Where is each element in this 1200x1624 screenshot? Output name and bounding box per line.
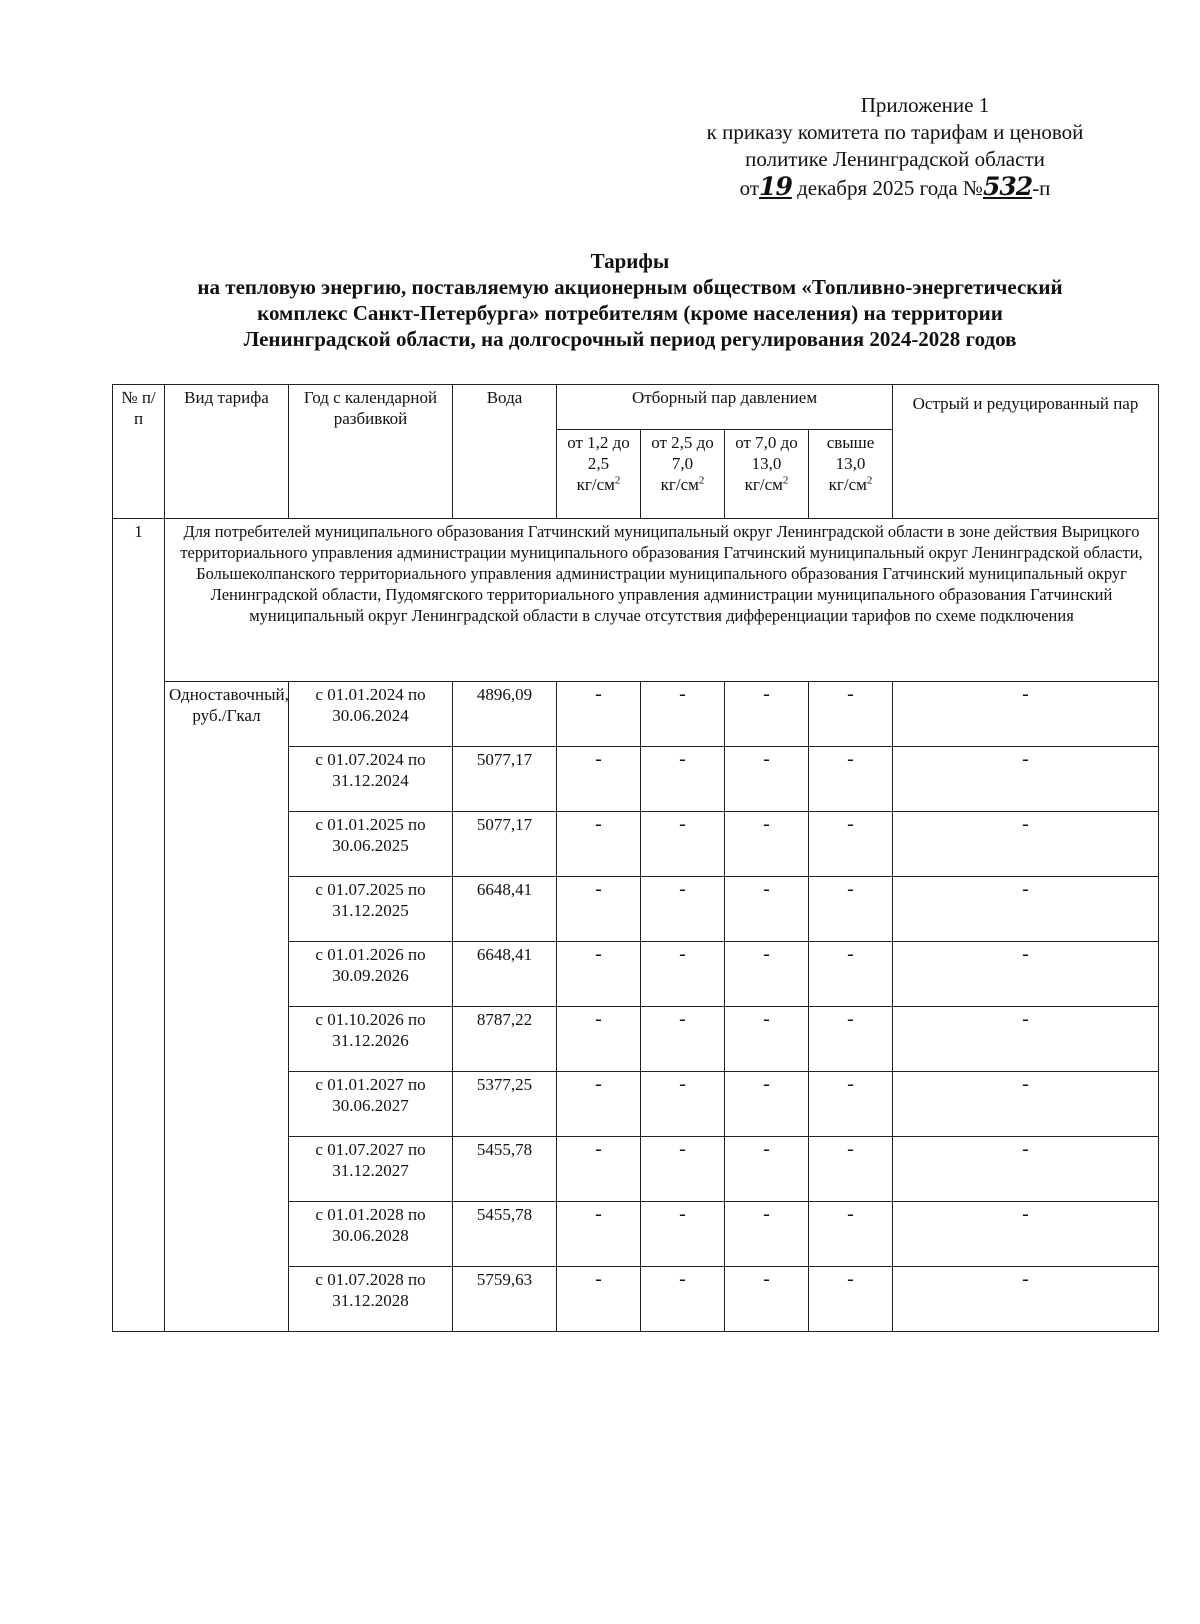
date-prefix: от (739, 176, 760, 200)
section-row (113, 519, 1159, 682)
document-title (118, 248, 1142, 352)
steam-3-unit-sup: 2 (782, 474, 789, 487)
sharp-steam-value-cell: - (893, 747, 1159, 812)
steam-1-value-cell: - (557, 877, 641, 942)
steam-2-value-cell: - (641, 1072, 725, 1137)
steam-4-unit: кг/см (828, 475, 867, 494)
steam-4-value-cell: - (809, 1137, 893, 1202)
steam-4-value-cell: - (809, 812, 893, 877)
steam-3-value-cell: - (725, 812, 809, 877)
water-value-cell: 5077,17 (453, 812, 557, 877)
steam-2-unit-sup: 2 (698, 474, 705, 487)
appendix-line-3: политике Ленинградской области (745, 147, 1045, 171)
sharp-steam-value-cell: - (893, 1007, 1159, 1072)
table-row (113, 682, 1159, 747)
section-description: Для потребителей муниципального образования Гатчинский муниципальный округ Ленинградской области в зоне действия Вырицкого территориального управления администрации муниципального образования Гатчинский муниципальный округ Ленинградской области, Большеколпанского территориального управления администрации муниципального образования Гатчинский муниципальный округ Ленинградской области, Пудомягского территориального управления администрации муниципального образования Гатчинский муниципальный округ Ленинградской области в случае отсутствия дифференциации тарифов по схеме подключения (165, 519, 1159, 682)
header-kind: Вид тарифа (165, 385, 289, 519)
steam-1-value-cell: - (557, 1072, 641, 1137)
steam-4-value-cell: - (809, 682, 893, 747)
steam-4-value-cell: - (809, 747, 893, 812)
steam-4-value-cell: - (809, 1072, 893, 1137)
tariff-table (112, 384, 1159, 1332)
steam-4-value-cell: - (809, 1007, 893, 1072)
steam-4-range: свыше 13,0 (826, 433, 875, 473)
water-value-cell: 5077,17 (453, 747, 557, 812)
steam-3-range: от 7,0 до 13,0 (735, 433, 798, 473)
period-cell: с 01.01.2024 по 30.06.2024 (289, 682, 453, 747)
steam-2-value-cell: - (641, 682, 725, 747)
title-line-1: Тарифы (590, 249, 670, 273)
steam-2-range: от 2,5 до 7,0 (651, 433, 714, 473)
steam-2-unit: кг/см (660, 475, 699, 494)
appendix-header (660, 92, 1130, 202)
steam-1-value-cell: - (557, 747, 641, 812)
steam-4-value-cell: - (809, 877, 893, 942)
period-cell: с 01.10.2026 по 31.12.2026 (289, 1007, 453, 1072)
steam-1-value-cell: - (557, 812, 641, 877)
sharp-steam-value-cell: - (893, 1072, 1159, 1137)
sharp-steam-value-cell: - (893, 682, 1159, 747)
steam-1-value-cell: - (557, 1007, 641, 1072)
handwritten-day: 19 (759, 172, 792, 201)
title-line-2: на тепловую энергию, поставляемую акционерным обществом «Топливно-энергетический (197, 275, 1063, 299)
header-steam-2 (641, 430, 725, 519)
header-sharp-steam: Острый и редуцированный пар (893, 385, 1159, 519)
steam-1-value-cell: - (557, 942, 641, 1007)
sharp-steam-value-cell: - (893, 812, 1159, 877)
water-value-cell: 6648,41 (453, 877, 557, 942)
period-cell: с 01.07.2024 по 31.12.2024 (289, 747, 453, 812)
water-value-cell: 4896,09 (453, 682, 557, 747)
sharp-steam-value-cell: - (893, 1267, 1159, 1332)
table-body (113, 519, 1159, 1332)
steam-2-value-cell: - (641, 1007, 725, 1072)
header-steam-group: Отборный пар давлением (557, 385, 893, 430)
tariff-kind: Одноставочный, руб./Гкал (165, 682, 289, 1332)
water-value-cell: 5455,78 (453, 1137, 557, 1202)
section-number: 1 (113, 519, 165, 1332)
steam-2-value-cell: - (641, 942, 725, 1007)
title-line-3: комплекс Санкт-Петербурга» потребителям (кроме населения) на территории (257, 301, 1003, 325)
water-value-cell: 5377,25 (453, 1072, 557, 1137)
order-suffix: -п (1032, 176, 1051, 200)
header-year: Год с календарной разбивкой (289, 385, 453, 519)
sharp-steam-value-cell: - (893, 1202, 1159, 1267)
steam-1-value-cell: - (557, 682, 641, 747)
period-cell: с 01.07.2025 по 31.12.2025 (289, 877, 453, 942)
steam-2-value-cell: - (641, 1202, 725, 1267)
steam-3-value-cell: - (725, 747, 809, 812)
steam-3-value-cell: - (725, 1072, 809, 1137)
appendix-line-2: к приказу комитета по тарифам и ценовой (706, 120, 1084, 144)
steam-3-value-cell: - (725, 942, 809, 1007)
appendix-order-date (660, 173, 1130, 202)
period-cell: с 01.07.2027 по 31.12.2027 (289, 1137, 453, 1202)
header-num: № п/п (113, 385, 165, 519)
sharp-steam-value-cell: - (893, 1137, 1159, 1202)
sharp-steam-value-cell: - (893, 877, 1159, 942)
steam-3-value-cell: - (725, 1202, 809, 1267)
sharp-steam-value-cell: - (893, 942, 1159, 1007)
water-value-cell: 6648,41 (453, 942, 557, 1007)
period-cell: с 01.01.2027 по 30.06.2027 (289, 1072, 453, 1137)
steam-3-value-cell: - (725, 877, 809, 942)
title-line-4: Ленинградской области, на долгосрочный период регулирования 2024-2028 годов (243, 327, 1017, 351)
steam-4-value-cell: - (809, 942, 893, 1007)
steam-1-value-cell: - (557, 1267, 641, 1332)
steam-2-value-cell: - (641, 1267, 725, 1332)
steam-4-value-cell: - (809, 1202, 893, 1267)
water-value-cell: 5759,63 (453, 1267, 557, 1332)
header-steam-3 (725, 430, 809, 519)
period-cell: с 01.07.2028 по 31.12.2028 (289, 1267, 453, 1332)
steam-1-unit-sup: 2 (614, 474, 621, 487)
date-middle: декабря 2025 года № (797, 176, 983, 200)
appendix-title: Приложение 1 (860, 93, 990, 117)
steam-3-unit: кг/см (744, 475, 783, 494)
steam-3-value-cell: - (725, 1007, 809, 1072)
steam-2-value-cell: - (641, 1137, 725, 1202)
water-value-cell: 8787,22 (453, 1007, 557, 1072)
header-row-1 (113, 385, 1159, 430)
water-value-cell: 5455,78 (453, 1202, 557, 1267)
steam-3-value-cell: - (725, 1267, 809, 1332)
header-water: Вода (453, 385, 557, 519)
period-cell: с 01.01.2026 по 30.09.2026 (289, 942, 453, 1007)
steam-4-value-cell: - (809, 1267, 893, 1332)
header-steam-1 (557, 430, 641, 519)
handwritten-order-number: 532 (982, 172, 1033, 201)
period-cell: с 01.01.2028 по 30.06.2028 (289, 1202, 453, 1267)
steam-2-value-cell: - (641, 877, 725, 942)
steam-4-unit-sup: 2 (866, 474, 873, 487)
steam-2-value-cell: - (641, 747, 725, 812)
steam-3-value-cell: - (725, 682, 809, 747)
header-steam-4 (809, 430, 893, 519)
period-cell: с 01.01.2025 по 30.06.2025 (289, 812, 453, 877)
steam-1-unit: кг/см (576, 475, 615, 494)
steam-1-range: от 1,2 до 2,5 (567, 433, 630, 473)
steam-1-value-cell: - (557, 1137, 641, 1202)
steam-2-value-cell: - (641, 812, 725, 877)
steam-3-value-cell: - (725, 1137, 809, 1202)
steam-1-value-cell: - (557, 1202, 641, 1267)
